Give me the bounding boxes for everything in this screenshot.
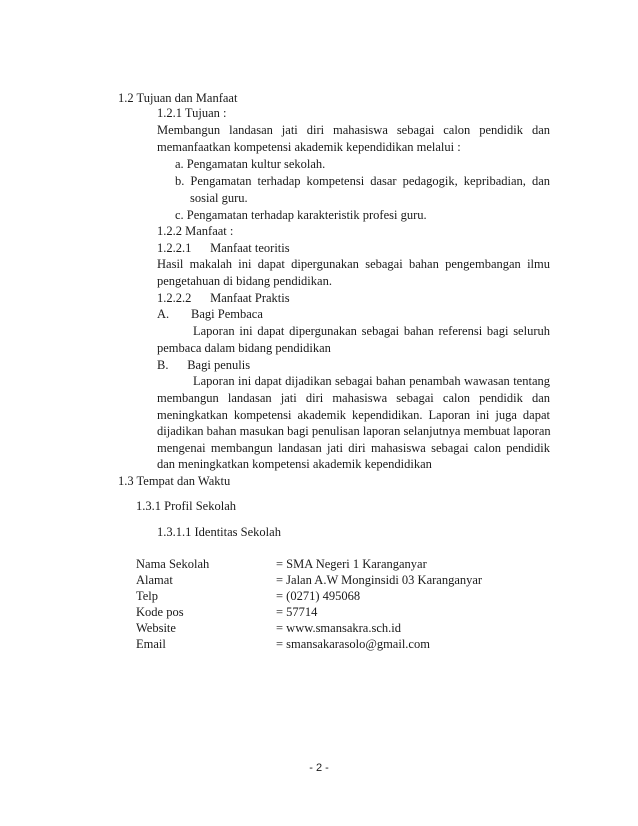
identity-label-nama-sekolah: Nama Sekolah — [136, 557, 210, 571]
subheading-bagi-penulis: B. Bagi penulis — [157, 358, 251, 372]
page-number: - 2 - — [309, 762, 329, 774]
penulis-line-5: mengenai membangun landasan jati diri mahasiswa sebagai calon pendidik — [157, 441, 550, 455]
subheading-manfaat-teoritis: 1.2.2.1 Manfaat teoritis — [157, 241, 290, 255]
penulis-line-1: Laporan ini dapat dijadikan sebagai bahan penambah wawasan tentang — [193, 374, 550, 388]
penulis-line-3: meningkatkan kompetensi akademik kependidikan. Laporan ini juga dapat — [157, 408, 550, 422]
tujuan-paragraph-line-1: Membangun landasan jati diri mahasiswa sebagai calon pendidik dan — [157, 123, 550, 137]
subheading-bagi-pembaca: A. Bagi Pembaca — [157, 307, 263, 321]
penulis-line-6: dan meningkatkan kompetensi akademik kependidikan — [157, 457, 432, 471]
identity-value-website: = www.smansakra.sch.id — [276, 621, 401, 635]
pembaca-line-1: Laporan ini dapat dipergunakan sebagai bahan referensi bagi seluruh — [193, 324, 550, 338]
list-item-a: a. Pengamatan kultur sekolah. — [175, 157, 326, 171]
section-heading-1-2: 1.2 Tujuan dan Manfaat — [118, 91, 238, 105]
list-item-b-line-2: sosial guru. — [190, 191, 248, 205]
identity-value-alamat: = Jalan A.W Monginsidi 03 Karanganyar — [276, 573, 483, 587]
list-item-c: c. Pengamatan terhadap karakteristik profesi guru. — [175, 208, 427, 222]
subheading-identitas-sekolah: 1.3.1.1 Identitas Sekolah — [157, 525, 281, 539]
tujuan-paragraph-line-2: memanfaatkan kompetensi akademik kependidikan melalui : — [157, 140, 461, 154]
identity-label-alamat: Alamat — [136, 573, 173, 587]
identity-label-telp: Telp — [136, 589, 159, 603]
identity-value-kode-pos: = 57714 — [276, 605, 318, 619]
subheading-tujuan: 1.2.1 Tujuan : — [157, 106, 227, 120]
identity-label-website: Website — [136, 621, 176, 635]
section-heading-1-3: 1.3 Tempat dan Waktu — [118, 474, 231, 488]
subheading-manfaat: 1.2.2 Manfaat : — [157, 224, 234, 238]
identity-label-kode-pos: Kode pos — [136, 605, 184, 619]
subheading-manfaat-praktis: 1.2.2.2 Manfaat Praktis — [157, 291, 290, 305]
penulis-line-4: dijadikan bahan masukan bagi penulisan laporan selanjutnya membuat laporan — [157, 424, 551, 438]
identity-value-email: = smansakarasolo@gmail.com — [276, 637, 430, 651]
list-item-b-line-1: b. Pengamatan terhadap kompetensi dasar pedagogik, kepribadian, dan — [175, 174, 550, 188]
penulis-line-2: membangun landasan jati diri mahasiswa sebagai calon pendidik dan — [157, 391, 550, 405]
subheading-profil-sekolah: 1.3.1 Profil Sekolah — [136, 499, 236, 513]
teoritis-line-2: pengetahuan di bidang pendidikan. — [157, 274, 332, 288]
identity-value-telp: = (0271) 495068 — [276, 589, 361, 603]
teoritis-line-1: Hasil makalah ini dapat dipergunakan sebagai bahan pengembangan ilmu — [157, 257, 550, 271]
identity-value-nama-sekolah: = SMA Negeri 1 Karanganyar — [276, 557, 427, 571]
pembaca-line-2: pembaca dalam bidang pendidikan — [157, 341, 331, 355]
identity-label-email: Email — [136, 637, 166, 651]
